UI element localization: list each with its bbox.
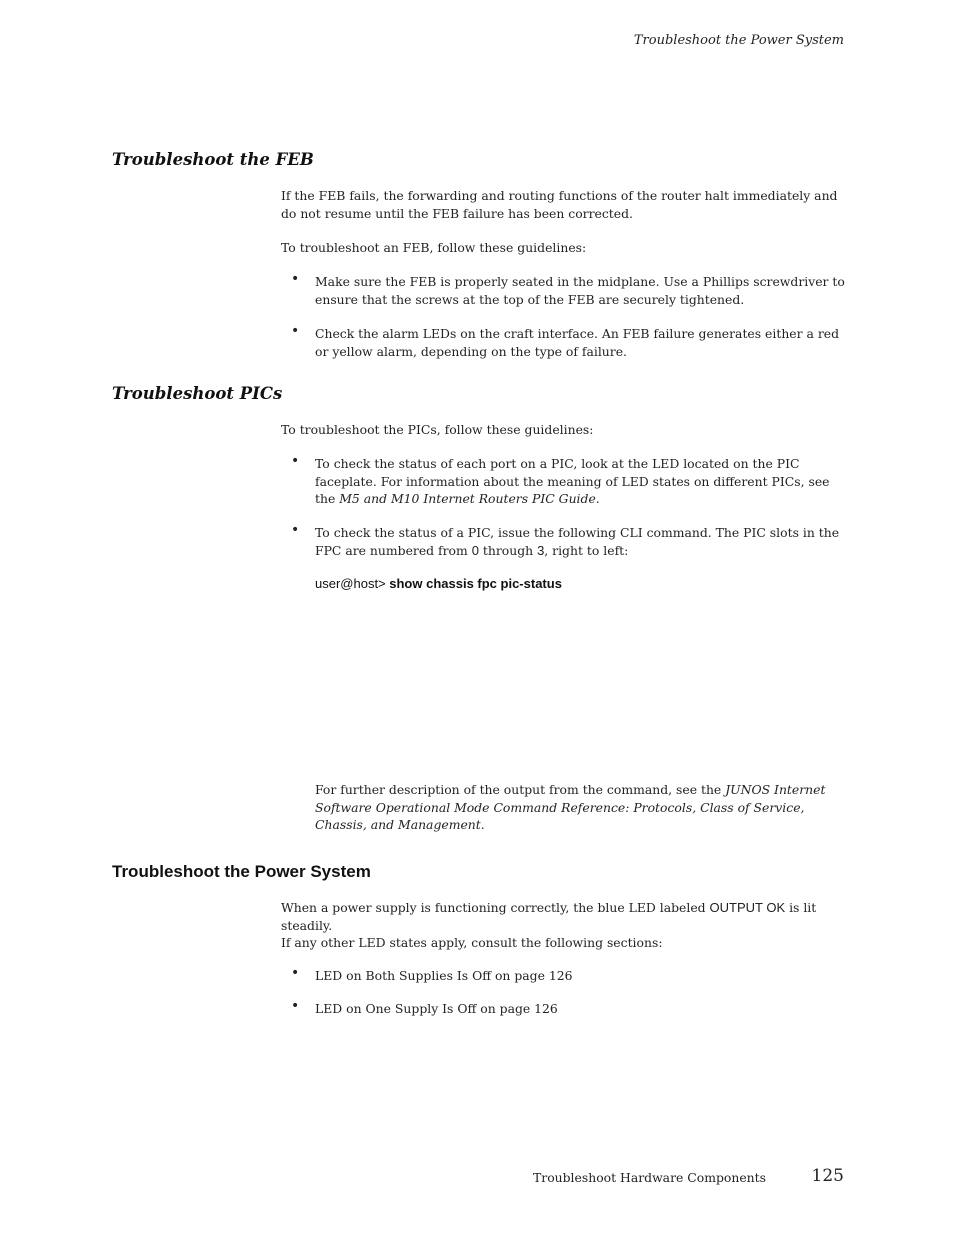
cli-prompt: user@host> bbox=[315, 576, 390, 591]
feb-bullet-seating bbox=[291, 273, 847, 308]
heading-troubleshoot-feb: Troubleshoot the FEB bbox=[112, 150, 314, 169]
command-reference[interactable]: JUNOS Internet Software Operational Mode Command Reference: Protocols, Class of Service, Chassis, and Management bbox=[315, 782, 826, 832]
pics-bullet-cli-status bbox=[291, 524, 847, 559]
feb-intro-paragraph: If the FEB fails, the forwarding and routing functions of the router halt immediately and do not resume until the FEB failure has been corrected. bbox=[281, 188, 838, 221]
cli-command: show chassis fpc pic-status bbox=[389, 576, 562, 591]
further-end: . bbox=[480, 817, 485, 832]
link-one-supply-off[interactable]: LED on One Supply Is Off on page 126 bbox=[315, 1001, 558, 1016]
bullet-icon: • bbox=[291, 965, 300, 981]
cli-command-line bbox=[315, 576, 562, 591]
power-link-both-supplies bbox=[291, 967, 847, 985]
pics-bullet-text bbox=[315, 524, 847, 559]
feb-lead-paragraph: To troubleshoot an FEB, follow these guidelines: bbox=[281, 240, 587, 255]
slot-number-from: 0 bbox=[471, 542, 479, 558]
bullet-icon: • bbox=[291, 271, 300, 287]
page-number: 125 bbox=[811, 1166, 844, 1186]
bullet-icon: • bbox=[291, 453, 300, 469]
heading-troubleshoot-power: Troubleshoot the Power System bbox=[112, 862, 371, 881]
bullet-icon: • bbox=[291, 522, 300, 538]
slot-number-to: 3 bbox=[537, 542, 545, 558]
feb-bullet-text: Make sure the FEB is properly seated in the midplane. Use a Phillips screwdriver to ensure that the screws at the top of the FEB are securely tightened. bbox=[315, 274, 845, 307]
pics-bullet1-end: . bbox=[595, 491, 600, 506]
pics-bullet2-through: through bbox=[478, 542, 538, 558]
power-intro-paragraph bbox=[281, 899, 847, 934]
link-both-supplies-off[interactable]: LED on Both Supplies Is Off on page 126 bbox=[315, 968, 573, 983]
pics-bullet-text bbox=[315, 455, 847, 508]
pic-guide-reference[interactable]: M5 and M10 Internet Routers PIC Guide bbox=[339, 491, 596, 506]
pics-further-description bbox=[315, 781, 847, 834]
pics-bullet-port-status bbox=[291, 455, 847, 508]
further-text: For further description of the output from the command, see the bbox=[315, 782, 726, 797]
feb-bullet-text: Check the alarm LEDs on the craft interface. An FEB failure generates either a red or yellow alarm, depending on the type of failure. bbox=[315, 326, 840, 359]
power-intro-text: When a power supply is functioning correctly, the blue LED labeled bbox=[281, 900, 710, 915]
pics-lead-paragraph: To troubleshoot the PICs, follow these guidelines: bbox=[281, 422, 594, 437]
pics-bullet2-end: , right to left: bbox=[544, 542, 629, 558]
pics-bullet1-text: To check the status of each port on a PIC, look at the LED located on the PIC faceplate. For information about the meaning of LED states on different PICs, see the bbox=[315, 456, 830, 506]
running-header: Troubleshoot the Power System bbox=[633, 33, 844, 48]
power-link-one-supply bbox=[291, 1000, 847, 1018]
feb-bullet-alarm bbox=[291, 325, 847, 360]
power-lead-paragraph: If any other LED states apply, consult the following sections: bbox=[281, 935, 663, 950]
heading-troubleshoot-pics: Troubleshoot PICs bbox=[112, 384, 283, 403]
output-ok-label: OUTPUT OK bbox=[709, 900, 786, 915]
bullet-icon: • bbox=[291, 998, 300, 1014]
power-intro-end: is lit steadily. bbox=[281, 900, 817, 933]
pics-bullet2-text: To check the status of a PIC, issue the following CLI command. The PIC slots in the FPC are numbered from bbox=[315, 525, 840, 558]
footer-section-title: Troubleshoot Hardware Components bbox=[533, 1170, 766, 1185]
bullet-icon: • bbox=[291, 323, 300, 339]
